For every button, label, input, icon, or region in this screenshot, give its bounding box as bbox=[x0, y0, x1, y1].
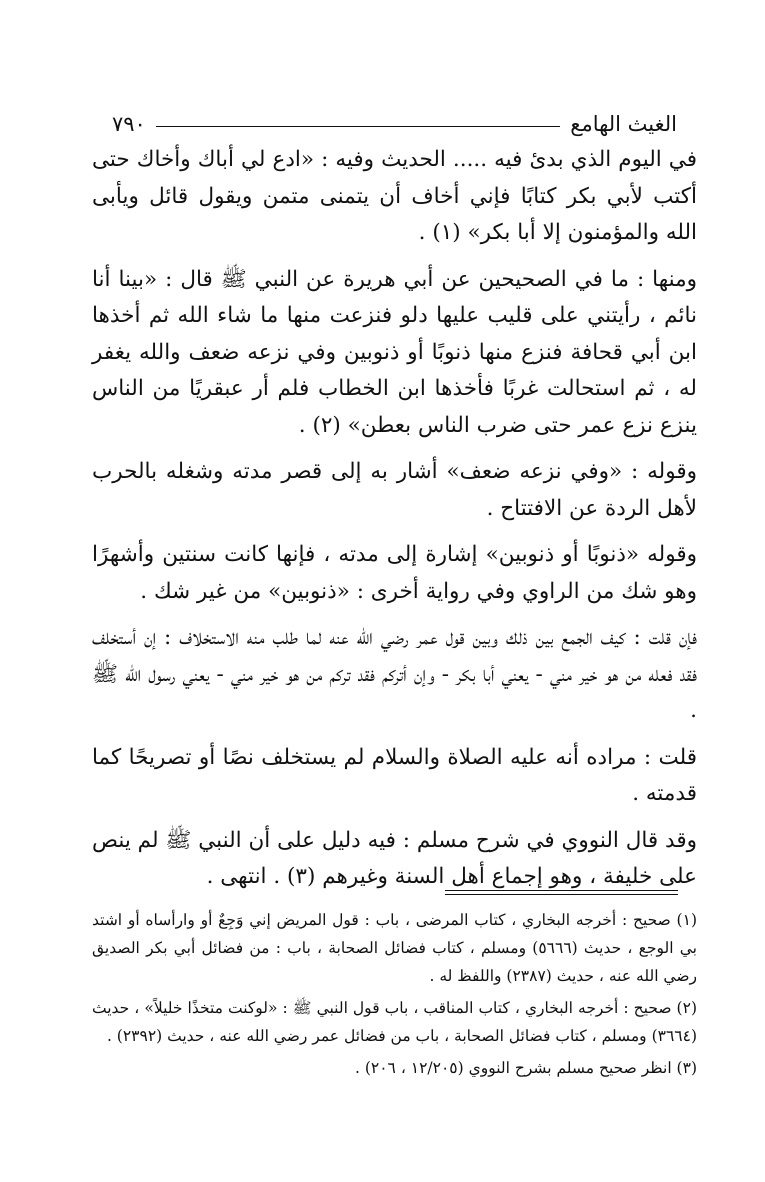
footnote: (٢) صحيح : أخرجه البخاري ، كتاب المناقب ، باب قول النبي ﷺ : «لوكنت متخذًا خليلاً» ، حديث (٣٦٦٤) ومسلم ، كتاب فضائل الصحابة ، باب من فضائل عمر رضي الله عنه ، حديث (٢٣٩٢) . bbox=[92, 999, 697, 1045]
main-text bbox=[92, 142, 697, 906]
paragraph: وقد قال النووي في شرح مسلم : فيه دليل على أن النبي ﷺ لم ينص على خليفة ، وهو إجماع أهل السنة وغيرهم (٣) . انتهى . bbox=[92, 827, 697, 889]
footnote-separator bbox=[445, 890, 678, 895]
header-rule bbox=[156, 126, 560, 127]
running-header bbox=[112, 96, 677, 136]
book-title: الغيث الهامع bbox=[570, 112, 677, 136]
page-number: ٧٩٠ bbox=[112, 112, 146, 136]
paragraph: ومنها : ما في الصحيحين عن أبي هريرة عن النبي ﷺ قال : «بينا أنا نائم ، رأيتني على قليب عليها دلو فنزعت منها ما شاء الله ثم أخذها ابن أبي قحافة فنزع منها ذنوبًا أو ذنوبين وفي نزعه ضعف والله يغفر له ، ثم استحالت غربًا فأخذها ابن الخطاب فلم أر عبقريًا من الناس ينزع نزع عمر حتى ضرب الناس بعطن» (٢) . bbox=[92, 266, 697, 438]
paragraph: وقوله : «وفي نزعه ضعف» أشار به إلى قصر مدته وشغله بالحرب لأهل الردة عن الافتتاح . bbox=[92, 459, 697, 521]
paragraph: وقوله «ذنوبًا أو ذنوبين» إشارة إلى مدته ، فإنها كانت سنتين وأشهرًا وهو شك من الراوي وفي رواية أخرى : «ذنوبين» من غير شك . bbox=[92, 542, 697, 604]
footnote: (٣) انظر صحيح مسلم بشرح النووي (١٢/٢٠٥ ، ٢٠٦) . bbox=[355, 1059, 697, 1077]
paragraph: قلت : مراده أنه عليه الصلاة والسلام لم يستخلف نصًا أو تصريحًا كما قدمته . bbox=[92, 744, 697, 806]
paragraph: فإن قلت : كيف الجمع بين ذلك وبين قول عمر رضي الله عنه لما طلب منه الاستخلاف : إن أستخلف فقد فعله من هو خير مني - يعني أبا بكر - وإن أتركم فقد تركم من هو خير مني - يعني رسول الله ﷺ . bbox=[92, 625, 697, 723]
footnotes bbox=[92, 906, 697, 1086]
paragraph: في اليوم الذي بدئ فيه ..... الحديث وفيه : «ادع لي أباك وأخاك حتى أكتب لأبي بكر كتابًا فإني أخاف أن يتمنى متمن ويقول قائل ويأبى الله والمؤمنون إلا أبا بكر» (١) . bbox=[92, 147, 697, 245]
footnote: (١) صحيح : أخرجه البخاري ، كتاب المرضى ، باب : قول المريض إني وَجِعٌ أو وارأساه أو اشتد بي الوجع ، حديث (٥٦٦٦) ومسلم ، كتاب فضائل الصحابة ، باب : من فضائل أبي بكر الصديق رضي الله عنه ، حديث (٢٣٨٧) واللفظ له . bbox=[92, 911, 697, 985]
